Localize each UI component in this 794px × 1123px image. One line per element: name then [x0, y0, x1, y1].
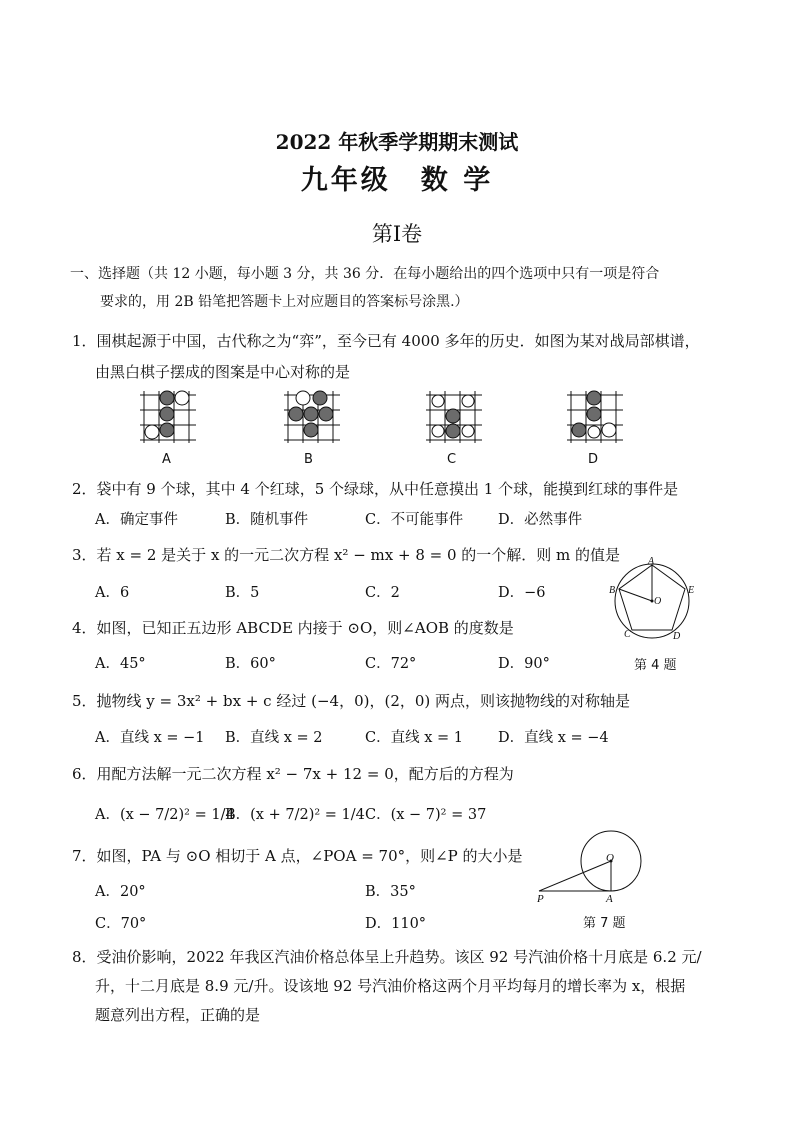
q1-label-b: B: [304, 452, 313, 467]
fig7-label-p: P: [537, 893, 544, 905]
q2-option-a: A．确定事件: [95, 512, 178, 528]
q3-option-b: B．5: [225, 585, 260, 601]
q8-stem-line1: 8．受油价影响，2022 年我区汽油价格总体呈上升趋势。该区 92 号汽油价格十月底是 6.2 元/: [72, 948, 702, 966]
pentagon-circle-figure: [606, 556, 696, 644]
q2-option-d: D．必然事件: [498, 512, 583, 528]
fig4-label-e: E: [688, 585, 695, 596]
q7-option-c: C．70°: [95, 916, 147, 932]
q4-option-d: D．90°: [498, 656, 550, 672]
section-instructions-line2: 要求的，用 2B 铅笔把答题卡上对应题目的答案标号涂黑.）: [100, 294, 469, 310]
q3-stem: 3．若 x = 2 是关于 x 的一元二次方程 x² − mx + 8 = 0 的一个解．则 m 的值是: [72, 546, 621, 564]
q1-stem-line2: 由黑白棋子摆成的图案是中心对称的是: [95, 363, 351, 381]
fig4-label-b: B: [609, 585, 616, 596]
go-pattern-d: [565, 389, 625, 445]
q4-option-c: C．72°: [365, 656, 417, 672]
q1-stem-line1: 1．围棋起源于中国，古代称之为“弈”，至今已有 4000 多年的历史．如图为某对战局部棋谱，: [72, 332, 700, 350]
q5-option-d: D．直线 x = −4: [498, 730, 609, 746]
q3-option-a: A．6: [95, 585, 130, 601]
q2-option-b: B．随机事件: [225, 512, 309, 528]
fig7-label-a: A: [606, 893, 613, 905]
q6-option-a: A．(x − 7/2)² = 1/4: [95, 807, 235, 823]
q6-option-b: B．(x + 7/2)² = 1/4: [225, 807, 365, 823]
q5-stem: 5．抛物线 y = 3x² + bx + c 经过 (−4，0)，(2，0) 两点，则该抛物线的对称轴是: [72, 692, 631, 710]
fig7-caption: 第 7 题: [583, 916, 626, 931]
q8-stem-line2: 升，十二月底是 8.9 元/升。设该地 92 号汽油价格这两个月平均每月的增长率为 x，根据: [95, 977, 686, 995]
go-pattern-c: [424, 389, 484, 445]
q7-option-b: B．35°: [365, 884, 416, 900]
q3-option-d: D．−6: [498, 585, 546, 601]
fig4-label-d: D: [673, 631, 681, 642]
fig4-label-o: O: [654, 596, 662, 607]
q2-stem: 2．袋中有 9 个球，其中 4 个红球，5 个绿球，从中任意摸出 1 个球，能摸到红球的事件是: [72, 480, 679, 498]
q8-stem-line3: 题意列出方程，正确的是: [95, 1006, 261, 1024]
q5-option-c: C．直线 x = 1: [365, 730, 463, 746]
go-pattern-a: [138, 389, 198, 445]
q4-stem: 4．如图，已知正五边形 ABCDE 内接于 ⊙O，则∠AOB 的度数是: [72, 619, 514, 637]
q1-label-d: D: [588, 452, 599, 467]
volume-title: 第Ⅰ卷: [371, 222, 423, 246]
exam-title: 2022 年秋季学期期末测试: [275, 130, 519, 154]
q1-label-a: A: [162, 452, 171, 467]
q4-option-b: B．60°: [225, 656, 276, 672]
q7-stem: 7．如图，PA 与 ⊙O 相切于 A 点，∠POA = 70°，则∠P 的大小是: [72, 847, 523, 865]
q4-option-a: A．45°: [95, 656, 146, 672]
q5-option-a: A．直线 x = −1: [95, 730, 205, 746]
q2-option-c: C．不可能事件: [365, 512, 464, 528]
q1-label-c: C: [447, 452, 457, 467]
q6-option-c: C．(x − 7)² = 37: [365, 807, 487, 823]
q3-option-c: C．2: [365, 585, 400, 601]
go-pattern-b: [282, 389, 342, 445]
fig4-label-c: C: [624, 629, 631, 640]
q7-option-d: D．110°: [365, 916, 427, 932]
section-instructions-line1: 一、选择题（共 12 小题，每小题 3 分，共 36 分．在每小题给出的四个选项中只有一项是符合: [70, 266, 660, 282]
fig4-label-a: A: [648, 556, 655, 567]
fig7-label-o: O: [606, 852, 614, 864]
tangent-circle-figure: [536, 826, 646, 898]
q5-option-b: B．直线 x = 2: [225, 730, 323, 746]
q7-option-a: A．20°: [95, 884, 146, 900]
subject-title: 九年级 数 学: [300, 165, 494, 196]
q6-stem: 6．用配方法解一元二次方程 x² − 7x + 12 = 0，配方后的方程为: [72, 765, 514, 783]
fig4-caption: 第 4 题: [634, 658, 677, 673]
